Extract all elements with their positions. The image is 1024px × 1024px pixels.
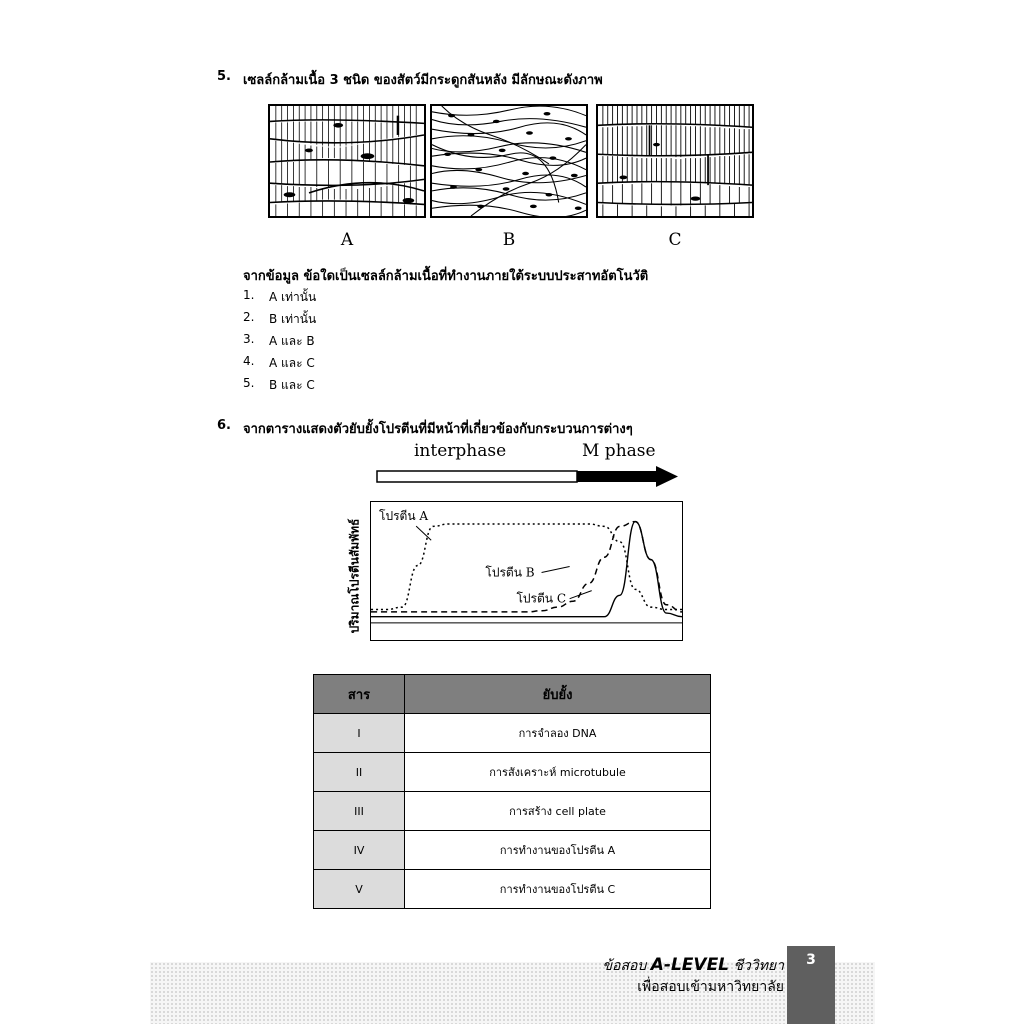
footer-title (602, 955, 784, 977)
annotation-protein-b: โปรตีน B (485, 565, 535, 580)
substance-cell: V (314, 870, 405, 909)
choice-3[interactable] (243, 332, 316, 354)
figure-label-b: B (502, 230, 516, 250)
choice-text: A และ B (269, 334, 315, 348)
inhibit-cell: การสังเคราะห์ microtubule (405, 753, 711, 792)
table-row (314, 792, 711, 831)
table-row (314, 714, 711, 753)
footer-prefix: ข้อสอบ (602, 958, 647, 974)
table-row (314, 870, 711, 909)
table-row (314, 831, 711, 870)
m-phase-label: M phase (582, 441, 656, 461)
q5-number: 5. (217, 69, 231, 84)
substance-cell: IV (314, 831, 405, 870)
choice-5[interactable] (243, 376, 316, 398)
inhibitor-table (313, 674, 711, 909)
cardiac-muscle-drawing (598, 106, 752, 216)
footer-subtitle: เพื่อสอบเข้ามหาวิทยาลัย (637, 979, 784, 995)
page-number: 3 (787, 946, 835, 1024)
choice-number: 1. (243, 288, 255, 302)
arrow-head-icon (656, 466, 678, 487)
annotation-protein-c: โปรตีน C (516, 591, 567, 606)
m-phase-bar (577, 471, 657, 482)
q5-choices (243, 288, 316, 398)
protein-chart (370, 501, 683, 641)
inhibit-cell: การสร้าง cell plate (405, 792, 711, 831)
annotation-c-leader (570, 591, 592, 599)
table-header-row (314, 675, 711, 714)
footer-subject: ชีววิทยา (733, 958, 784, 974)
choice-text: B เท่านั้น (269, 312, 317, 326)
skeletal-muscle-drawing (270, 106, 424, 216)
smooth-muscle-drawing (432, 106, 586, 216)
annotation-b-leader (542, 566, 570, 572)
choice-text: A และ C (269, 356, 315, 370)
figure-label-c: C (668, 230, 682, 250)
protein-chart-svg (371, 502, 682, 640)
q6-number: 6. (217, 418, 231, 433)
header-substance: สาร (314, 675, 405, 714)
table-row (314, 753, 711, 792)
chart-y-label: ปริมาณโปรตีนสัมพัทธ์ (347, 518, 362, 634)
muscle-figure-a (268, 104, 426, 218)
annotation-protein-a: โปรตีน A (379, 509, 429, 524)
choice-4[interactable] (243, 354, 316, 376)
inhibit-cell: การทำงานของโปรตีน A (405, 831, 711, 870)
interphase-bar (377, 471, 577, 482)
choice-number: 5. (243, 376, 255, 390)
choice-text: A เท่านั้น (269, 290, 317, 304)
figure-label-a: A (340, 230, 354, 250)
q6-text: จากตารางแสดงตัวยับยั้งโปรตีนที่มีหน้าที่เกี่ยวข้องกับกระบวนการต่างๆ (243, 422, 633, 437)
choice-number: 2. (243, 310, 255, 324)
cell-cycle-arrow (376, 466, 678, 488)
choice-1[interactable] (243, 288, 316, 310)
choice-number: 4. (243, 354, 255, 368)
substance-cell: I (314, 714, 405, 753)
muscle-figure-c (596, 104, 754, 218)
substance-cell: II (314, 753, 405, 792)
inhibit-cell: การจำลอง DNA (405, 714, 711, 753)
choice-text: B และ C (269, 378, 315, 392)
q5-text: เซลล์กล้ามเนื้อ 3 ชนิด ของสัตว์มีกระดูกสันหลัง มีลักษณะดังภาพ (243, 73, 603, 88)
inhibit-cell: การทำงานของโปรตีน C (405, 870, 711, 909)
muscle-figure-b (430, 104, 588, 218)
choice-number: 3. (243, 332, 255, 346)
interphase-label: interphase (414, 441, 507, 461)
choice-2[interactable] (243, 310, 316, 332)
substance-cell: III (314, 792, 405, 831)
q5-sub-question: จากข้อมูล ข้อใดเป็นเซลล์กล้ามเนื้อที่ทำงานภายใต้ระบบประสาทอัตโนวัติ (243, 269, 649, 284)
footer-a-level: A-LEVEL (650, 955, 730, 975)
header-inhibit: ยับยั้ง (405, 675, 711, 714)
